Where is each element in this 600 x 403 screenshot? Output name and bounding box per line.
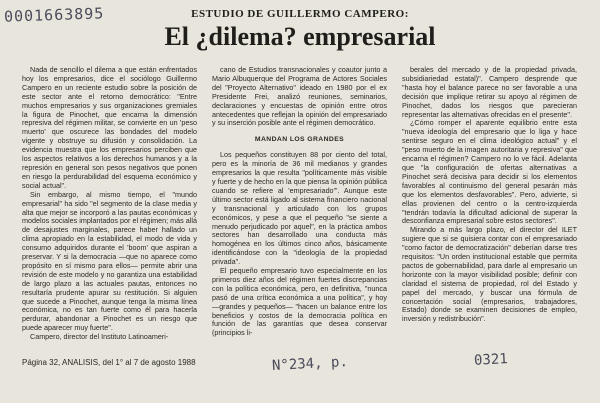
paragraph: Los pequeños constituyen 88 por ciento del total, pero es la minoría de 36 mil medianos y grandes empresarios la que resulta "políticamente más visible y fuerte y de hecho en la que piensa la opinión pública cuando se refiere al 'empresariado'". Aunque este último sector está ligado al sistema financiero nacional y transnacional y articulado con los grupos económicos, y pese a que el pequeño "se siente a menudo perjudicado por aquel", en la práctica ambos sectores han desarrollado una conducta más homogénea en los últimos cinco años, básicamente identificándose con la "ideología de la propiedad privada".	[212, 150, 387, 267]
page-footer: Página 32, ANALISIS, del 1° al 7 de agosto 1988	[22, 358, 196, 367]
article-title: El ¿dilema? empresarial	[164, 22, 436, 51]
paragraph: Sin embargo, al mismo tiempo, el "mundo empresarial" ha sido "el segmento de la clase media y alta que mejor se incorporó a las pautas económicas y modelos sociales implantados por el régimen; más allá de desajustes marginales, parece haber hallado un clima apropiado en la estabilidad, el modo de vida y consumo adquiridos durante el 'boom' que aspiran a preservar. Y si la democracia —que no aparece como propósito en sí mismo para ellos— permite abrir una revisión de este modelo y no garantiza una estabilidad de largo plazo a las actuales pautas, entonces no resultaría prudente apurar su restitución. Si alguien que sucede a Pinochet, aunque tenga la misma línea económica, no es tan fuerte como él para hacerla perdurar, abandonar a Pinochet es un riesgo que puede aparecer muy fuerte".	[22, 189, 197, 333]
paragraph: Mirando a más largo plazo, el director del ILET sugiere que si se quisiera contar con el empresariado "como factor de democratización" deberían darse tres requisitos: "Un orden institucional estable que permita pactos de gobernabilidad, para darle al empresario un horizonte con la mayor visibilidad posible; definir con claridad el sistema de propiedad, rol del Estado y papel del mercado, y buscar una fórmula de concertación social (empresarios, trabajadores, Estado) donde se examinen decisiones de empleo, inversión y redistribución".	[402, 225, 577, 324]
accession-number: 0001663895	[3, 4, 105, 26]
column-2	[212, 66, 387, 338]
column-1	[22, 66, 197, 342]
paragraph: cano de Estudios transnacionales y coautor junto a Mario Albuquerque del Programa de Actores Sociales del "Proyecto Alternativo" ideado en 1980 por el ex Presidente Frei, analizó reuniones, seminarios, declaraciones y encuestas de opinión entre otros antecedentes que reflejan la opinión del empresariado y su inserción posible ante el régimen democrático.	[212, 65, 387, 128]
handwritten-page-note: 0321	[473, 351, 509, 369]
section-subhead: MANDAN LOS GRANDES	[254, 136, 345, 144]
paragraph: Campero, director del Instituto Latinoameri-	[30, 332, 169, 342]
handwritten-issue-note: N°234, p.	[271, 354, 349, 374]
article-kicker: ESTUDIO DE GUILLERMO CAMPERO:	[191, 8, 409, 20]
paragraph: Nada de sencillo el dilema a que están enfrentados hoy los empresarios, dice el sociólogo Guillermo Campero en un reciente estudio sobre la posición de este sector ante el retorno democrático: "Entre muchos empresarios y sus organizaciones gremiales la figura de Pinochet, que encarna la dimensión represiva del régimen militar, se convierte en un 'peso muerto' que oscurece las bondades del modelo vigente y obstruye su difusión y consolidación. La evidencia muestra que los empresarios perciben que los aspectos relativos a los derechos humanos y a la represión en general son pesos negativos que ponen en riesgo la perdurabilidad del esquema económico y social actual".	[22, 65, 197, 190]
column-3	[402, 66, 577, 324]
paragraph: ¿Cómo romper el aparente equilibrio entre esta "nueva ideología del empresario que lo liga y hace sentirse seguro en el clima ideológico actual" y el "peso muerto de la imagen autoritaria y represiva" que encarna el régimen? Campero no lo ve fácil. Adelanta que "la configuración de ofertas alternativas a Pinochet será decisiva para decidir si los elementos favorables al continuismo del general pesarán más que los elementos desfavorables". Pero, advierte, si ellas provienen del centro o la centro-izquierda "tendrán todavía la dificultad adicional de superar la desconfianza empresarial sobre estos sectores".	[402, 118, 577, 226]
paragraph: El pequeño empresario tuvo especialmente en los primeros diez años del régimen fuertes discrepancias con la política económica, pero, en definitiva, "nunca pasó de una crítica económica a una política", y hoy —grandes y pequeños— "hacen un balance entre los beneficios y costos de la democracia política en función de las garantías que desea conservar (principios li-	[212, 266, 387, 338]
paragraph: berales del mercado y de la propiedad privada, subsidiariedad estatal)". Campero desprende que "hasta hoy el balance parece no ser favorable a una decisión que implique retirar su apoyo al régimen de Pinochet, dados los riesgos que parecieran representar las alternativas ofrecidas en el presente".	[402, 65, 577, 119]
